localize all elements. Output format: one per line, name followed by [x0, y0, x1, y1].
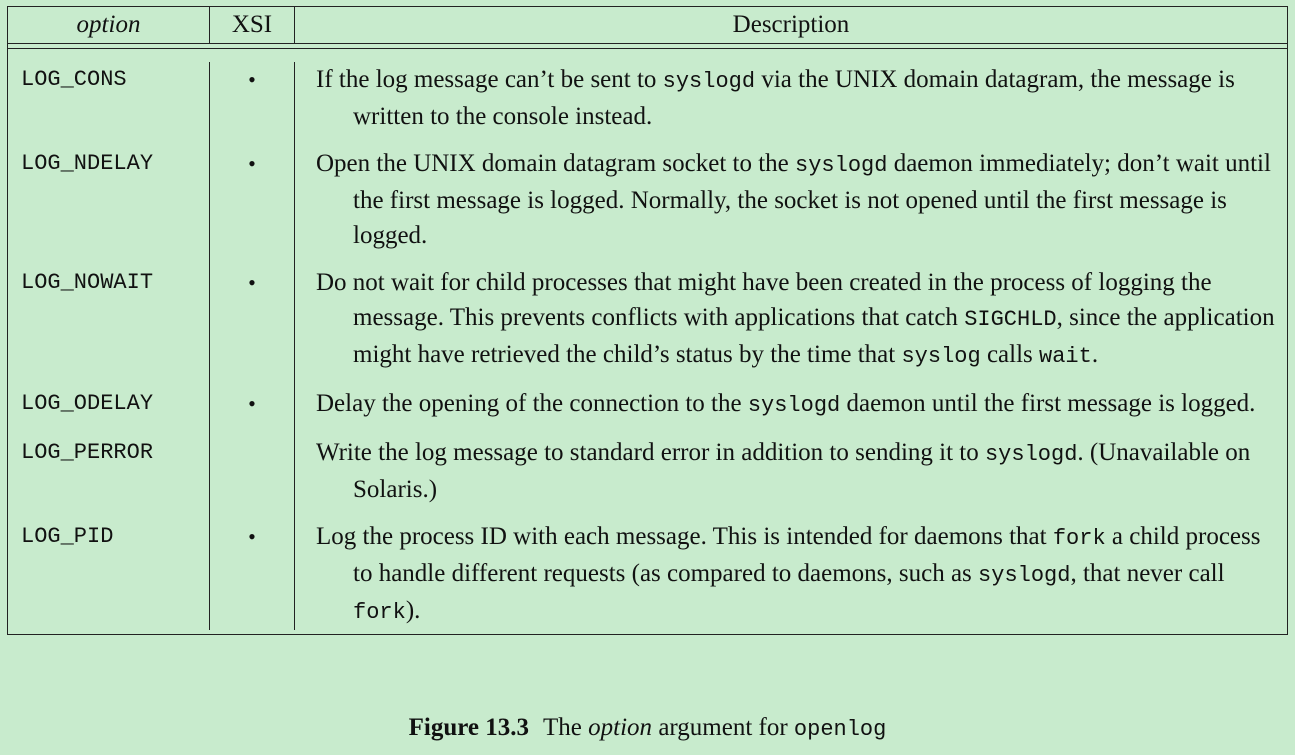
options-table: [7, 6, 1288, 635]
description-text: , since the application might have retrieved the child’s status by the time that: [353, 304, 1275, 368]
description-text: . (Unavailable on Solaris.): [353, 439, 1251, 503]
header-option: option: [8, 7, 210, 43]
code-term: fork: [1052, 526, 1106, 551]
option-name: LOG_ODELAY: [8, 386, 210, 435]
header-xsi: XSI: [210, 7, 295, 43]
xsi-marker: [210, 435, 295, 519]
xsi-marker: •: [210, 519, 295, 630]
header-description: Description: [732, 11, 850, 38]
code-term: syslogd: [795, 153, 888, 178]
option-description: [295, 386, 1287, 435]
table-row: [8, 386, 1287, 435]
description-text: ).: [405, 597, 421, 624]
description-text: If the log message can’t be sent to: [316, 66, 663, 93]
description-text: via the UNIX domain datagram, the message is written to the console instead.: [353, 66, 1235, 130]
xsi-marker: •: [210, 265, 295, 386]
option-name: LOG_PERROR: [8, 435, 210, 519]
table-row: [8, 519, 1287, 630]
code-term: syslogd: [984, 442, 1078, 467]
code-term: syslogd: [747, 393, 841, 418]
description-text: Do not wait for child processes that might have been created in the process of logging the message. This prevents conflicts with applications that catch: [316, 269, 1212, 331]
description-text: a child process to handle different requests (as compared to daemons, such as: [353, 523, 1261, 587]
option-name: LOG_CONS: [8, 62, 210, 146]
caption-italic: option: [588, 714, 653, 741]
code-term: syslogd: [662, 69, 756, 94]
caption-mid: argument for: [652, 714, 794, 741]
code-term: syslogd: [978, 563, 1071, 588]
table-body: [8, 49, 1287, 634]
option-name: LOG_PID: [8, 519, 210, 630]
caption-pre: The: [543, 714, 589, 741]
figure-number: Figure 13.3: [408, 714, 530, 741]
description-text: Write the log message to standard error in addition to sending it to: [316, 439, 985, 466]
table-header: [8, 7, 1287, 44]
description-text: , that never call: [1070, 560, 1225, 587]
description-text: calls: [980, 341, 1040, 368]
code-term: fork: [353, 600, 406, 625]
xsi-marker: •: [210, 62, 295, 146]
table-row: [8, 146, 1287, 265]
description-text: daemon immediately; don’t wait until the first message is logged. Normally, the socket is not opened until the first message is logged.: [353, 150, 1271, 249]
code-term: syslog: [901, 344, 981, 369]
code-term: wait: [1039, 344, 1092, 369]
description-text: .: [1091, 341, 1099, 368]
option-description: [295, 519, 1287, 630]
option-description: [295, 435, 1287, 519]
description-text: daemon until the first message is logged.: [840, 390, 1256, 417]
description-text: Delay the opening of the connection to the: [316, 390, 748, 417]
xsi-marker: •: [210, 146, 295, 265]
code-term: SIGCHLD: [964, 307, 1057, 332]
option-description: [295, 265, 1287, 386]
table-row: [8, 435, 1287, 519]
option-name: LOG_NDELAY: [8, 146, 210, 265]
description-text: Log the process ID with each message. This is intended for daemons that: [316, 523, 1053, 550]
description-text: Open the UNIX domain datagram socket to the: [316, 150, 796, 177]
option-description: [295, 62, 1287, 146]
figure-caption: [0, 714, 1295, 742]
caption-code: openlog: [793, 717, 887, 742]
xsi-marker: •: [210, 386, 295, 435]
table-row: [8, 62, 1287, 146]
table-row: [8, 265, 1287, 386]
option-description: [295, 146, 1287, 265]
option-name: LOG_NOWAIT: [8, 265, 210, 386]
